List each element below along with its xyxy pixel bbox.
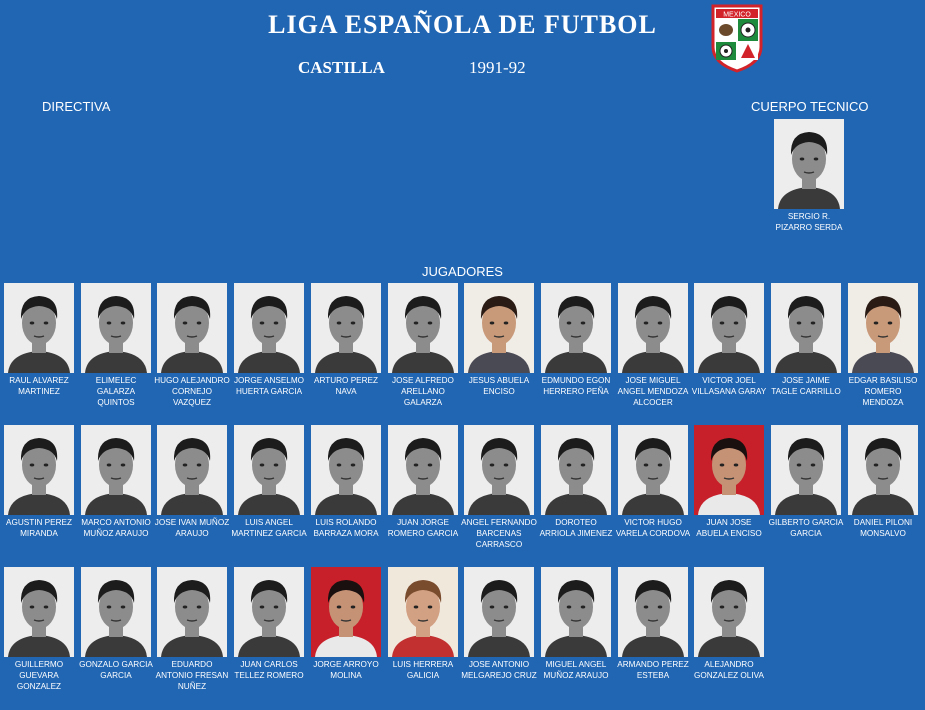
- player-name: JOSE IVAN MUÑOZ ARAUJO: [154, 518, 230, 538]
- player-photo: [4, 283, 74, 373]
- player-name: ANGEL FERNANDO BARCENAS CARRASCO: [461, 518, 537, 549]
- crest-label: MEXICO: [723, 11, 751, 19]
- player-card: [538, 425, 614, 540]
- player-photo: [311, 567, 381, 657]
- player-photo: [618, 567, 688, 657]
- player-card: [538, 567, 614, 682]
- player-photo: [694, 567, 764, 657]
- player-name: VICTOR HUGO VARELA CORDOVA: [615, 518, 691, 538]
- player-photo: [848, 283, 918, 373]
- player-name: HUGO ALEJANDRO CORNEJO VAZQUEZ: [154, 376, 230, 407]
- player-card: [1, 425, 77, 540]
- player-name: JOSE ALFREDO ARELLANO GALARZA: [392, 376, 454, 407]
- player-name: RAUL ALVAREZ MARTINEZ: [9, 376, 69, 396]
- player-card: [308, 425, 384, 540]
- player-name: JORGE ANSELMO HUERTA GARCIA: [233, 376, 305, 396]
- page-title: LIGA ESPAÑOLA DE FUTBOL: [268, 10, 657, 39]
- player-card: [78, 425, 154, 540]
- player-photo: [388, 425, 458, 515]
- player-card: [78, 567, 154, 682]
- player-name: LUIS ROLANDO BARRAZA MORA: [313, 518, 379, 538]
- player-card: [154, 425, 230, 540]
- player-photo: [81, 425, 151, 515]
- directiva-heading: DIRECTIVA: [42, 99, 111, 114]
- player-card: [385, 283, 461, 408]
- coach-name: SERGIO R. PIZARRO SERDA: [775, 212, 843, 232]
- player-photo: [388, 283, 458, 373]
- player-card: [231, 567, 307, 682]
- player-name: JOSE MIGUEL ANGEL MENDOZA ALCOCER: [617, 376, 689, 407]
- player-name: JUAN CARLOS TELLEZ ROMERO: [234, 660, 304, 680]
- player-photo: [771, 425, 841, 515]
- player-photo: [157, 567, 227, 657]
- player-card: [538, 283, 614, 398]
- player-photo: [541, 425, 611, 515]
- player-name: DANIEL PILONI MONSALVO: [853, 518, 913, 538]
- player-name: EDUARDO ANTONIO FRESAN NUÑEZ: [155, 660, 229, 691]
- player-name: LUIS ANGEL MARTINEZ GARCIA: [231, 518, 307, 538]
- player-photo: [388, 567, 458, 657]
- player-photo: [234, 567, 304, 657]
- player-card: [845, 425, 921, 540]
- player-photo: [848, 425, 918, 515]
- player-name: EDGAR BASILISO ROMERO MENDOZA: [848, 376, 918, 407]
- player-card: [1, 567, 77, 692]
- player-name: VICTOR JOEL VILLASANA GARAY: [691, 376, 767, 396]
- player-name: ALEJANDRO GONZALEZ OLIVA: [694, 660, 764, 680]
- mexico-crest-icon: [710, 3, 764, 73]
- player-name: EDMUNDO EGON HERRERO PEÑA: [541, 376, 611, 396]
- player-card: [308, 283, 384, 398]
- player-photo: [541, 283, 611, 373]
- player-card: [615, 283, 691, 408]
- player-name: ELIMELEC GALARZA QUINTOS: [95, 376, 137, 407]
- player-card: [691, 425, 767, 540]
- player-name: DOROTEO ARRIOLA JIMENEZ: [539, 518, 613, 538]
- player-name: LUIS HERRERA GALICIA: [392, 660, 454, 680]
- player-card: [78, 283, 154, 408]
- player-photo: [157, 425, 227, 515]
- player-card: [615, 425, 691, 540]
- season-label: 1991-92: [469, 58, 526, 77]
- player-photo: [81, 283, 151, 373]
- player-card: [231, 283, 307, 398]
- player-photo: [618, 425, 688, 515]
- player-photo: [694, 283, 764, 373]
- player-photo: [234, 283, 304, 373]
- player-name: JOSE JAIME TAGLE CARRILLO: [771, 376, 841, 396]
- player-photo: [541, 567, 611, 657]
- player-name: AGUSTIN PEREZ MIRANDA: [6, 518, 72, 538]
- player-card: [768, 425, 844, 540]
- player-card: [154, 567, 230, 692]
- cuerpo-tecnico-heading: CUERPO TECNICO: [751, 99, 869, 114]
- player-card: [231, 425, 307, 540]
- jugadores-heading: JUGADORES: [422, 264, 503, 279]
- player-card: [691, 283, 767, 398]
- player-name: ARMANDO PEREZ ESTEBA: [617, 660, 689, 680]
- player-name: GUILLERMO GUEVARA GONZALEZ: [14, 660, 64, 691]
- player-card: [615, 567, 691, 682]
- player-card: [691, 567, 767, 682]
- player-photo: [771, 283, 841, 373]
- player-name: JOSE ANTONIO MELGAREJO CRUZ: [461, 660, 537, 680]
- player-name: JESUS ABUELA ENCISO: [468, 376, 530, 396]
- coach-photo: [774, 119, 844, 209]
- player-name: JUAN JOSE ABUELA ENCISO: [696, 518, 762, 538]
- player-card: [1, 283, 77, 398]
- player-photo: [81, 567, 151, 657]
- player-photo: [464, 425, 534, 515]
- player-photo: [4, 425, 74, 515]
- player-name: GONZALO GARCIA GARCIA: [79, 660, 153, 680]
- player-name: JUAN JORGE ROMERO GARCIA: [387, 518, 459, 538]
- player-card: [154, 283, 230, 408]
- player-name: ARTURO PEREZ NAVA: [314, 376, 378, 396]
- player-photo: [234, 425, 304, 515]
- player-name: GILBERTO GARCIA GARCIA: [768, 518, 844, 538]
- player-card: [385, 567, 461, 682]
- player-photo: [4, 567, 74, 657]
- player-card: [385, 425, 461, 540]
- player-name: MARCO ANTONIO MUÑOZ ARAUJO: [81, 518, 151, 538]
- player-photo: [694, 425, 764, 515]
- player-card: [461, 425, 537, 550]
- player-card: [308, 567, 384, 682]
- player-card: [461, 567, 537, 682]
- player-card: [461, 283, 537, 398]
- player-card: [845, 283, 921, 408]
- player-photo: [464, 283, 534, 373]
- player-photo: [464, 567, 534, 657]
- player-name: JORGE ARROYO MOLINA: [313, 660, 379, 680]
- player-name: MIGUEL ANGEL MUÑOZ ARAUJO: [543, 660, 609, 680]
- player-photo: [311, 283, 381, 373]
- player-photo: [618, 283, 688, 373]
- player-photo: [157, 283, 227, 373]
- player-card: [768, 283, 844, 398]
- team-name: CASTILLA: [298, 58, 385, 77]
- coach-card: [771, 119, 847, 234]
- player-photo: [311, 425, 381, 515]
